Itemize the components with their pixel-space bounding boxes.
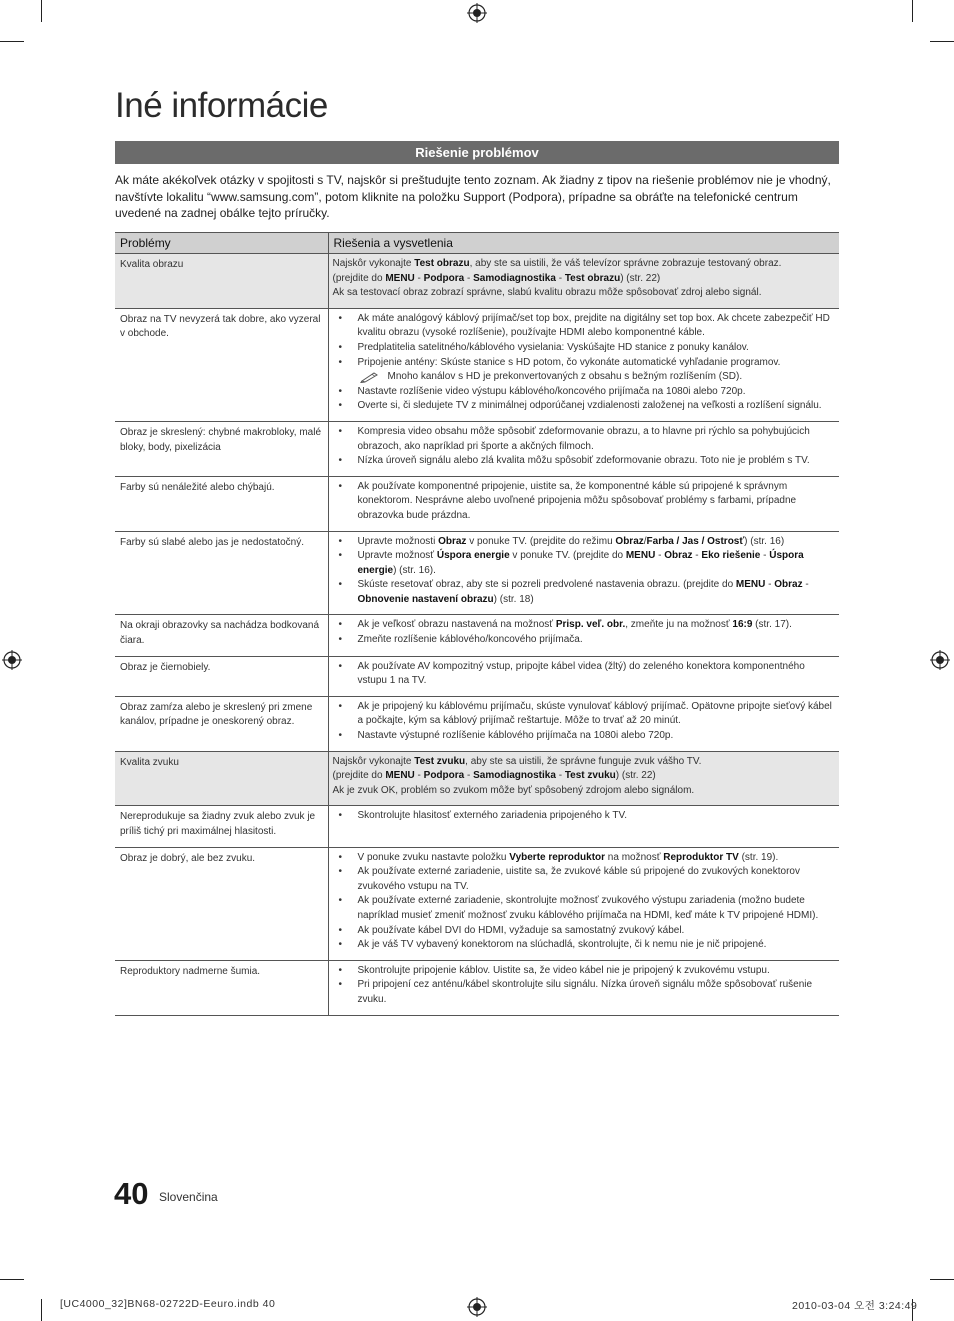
crop-mark (41, 1299, 42, 1321)
note-pencil-icon (360, 371, 380, 383)
registration-mark-icon (2, 650, 22, 670)
text-run: - (414, 770, 424, 782)
list-item (333, 578, 835, 607)
text-run: Nastavte výstupné rozlíšenie káblového prijímača na 1080i alebo 720p. (357, 730, 674, 742)
text-run: Ak máte analógový káblový prijímač/set top box, prejdite na digitálny set top box. Ak chcete zabezpečiť HD kvalitu obrazu (vysoké rozlíšenie), používajte HDMI alebo komponentné káble. (357, 312, 830, 339)
page-number: 40 (114, 1176, 149, 1211)
solution-list (333, 480, 835, 524)
crop-mark (0, 41, 24, 42)
text-run: Upravte možnosť (357, 550, 437, 562)
text-run: , aby ste sa uistili, že váš televízor správne zobrazuje testovaný obraz. (469, 258, 782, 269)
solution-line (333, 755, 835, 770)
list-item (333, 851, 835, 866)
text-run: Skontrolujte hlasitosť externého zariadenia pripojeného k TV. (357, 810, 627, 822)
text-run: (prejdite do (332, 770, 386, 782)
list-item (333, 312, 835, 341)
bold-term: MENU (385, 770, 415, 782)
text-run: Nastavte rozlíšenie video výstupu káblového/koncového prijímača na 1080i alebo 720p. (357, 385, 746, 397)
bold-term: Podpora (423, 272, 465, 284)
text-run: Ak je pripojený ku káblovému prijímaču, skúste vynulovať káblový prijímač. Opätovne pripojte sieťový kábel a počkajte, kým sa káblový prijímač reštartuje. Môže to trvať až 20 minút. (357, 700, 832, 727)
bold-term: MENU (735, 579, 766, 591)
bold-term: Úspora energie (357, 550, 804, 576)
text-run: Upravte možnosti (357, 535, 439, 547)
table-row (115, 531, 839, 615)
solution-line (333, 272, 835, 287)
table-row (115, 847, 839, 960)
text-run: - (692, 550, 702, 562)
table-row (115, 615, 839, 656)
text-run: Ak používate AV kompozitný vstup, pripojte kábel videa (žltý) do zeleného konektora komponentného vstupu 1 na TV. (357, 660, 805, 687)
solution-list (333, 809, 835, 824)
list-item (333, 618, 835, 633)
solution-cell (328, 847, 839, 960)
list-item (333, 660, 835, 689)
text-run: / (643, 535, 647, 547)
solution-cell (328, 656, 839, 696)
solution-cell (328, 308, 839, 421)
problem-cell: Nereprodukuje sa žiadny zvuk alebo zvuk je príliš tichý pri maximálnej hlasitosti. (115, 806, 328, 847)
problem-cell: Farby sú nenáležité alebo chýbajú. (115, 476, 328, 531)
text-run: - (655, 550, 665, 562)
text-run: Ak používate externé zariadenie, skontrolujte možnosť zvukového výstupu zariadenia (možno budete napríklad musieť zmeniť možnosť zvuku káblového prijímača na HDMI, keď máte k TV pripojené HDMI). (357, 895, 819, 921)
crop-mark (41, 0, 42, 22)
list-item (333, 425, 835, 454)
text-run: Skúste resetovať obraz, aby ste si pozreli predvolené nastavenia obrazu. (prejdite do (357, 579, 736, 591)
list-item (333, 964, 835, 979)
list-item (333, 480, 835, 524)
bold-term: Eko riešenie (701, 550, 761, 562)
text-run: Ak je veľkosť obrazu nastavená na možnosť (357, 619, 556, 631)
solution-cell (328, 751, 839, 806)
table-body (115, 254, 839, 1016)
solution-list (333, 618, 835, 647)
bold-term: MENU (625, 550, 656, 562)
text-run: V ponuke zvuku nastavte položku (357, 851, 510, 863)
table-row (115, 476, 839, 531)
text-run: Ak používate externé zariadenie, uistite sa, že zvukové káble sú pripojené do zvukových konektorov zvukového vstupu na TV. (357, 866, 800, 892)
column-header-problem: Problémy (115, 233, 328, 254)
solution-list (333, 425, 835, 469)
list-item (333, 894, 835, 923)
list-item (333, 399, 835, 414)
problem-cell: Na okraji obrazovky sa nachádza bodkovaná čiara. (115, 615, 328, 656)
bold-term: Test zvuku (564, 770, 616, 782)
text-run: Skontrolujte pripojenie káblov. Uistite sa, že video kábel nie je pripojený k zvukovému vstupu. (357, 964, 770, 976)
problem-cell: Obraz je čiernobiely. (115, 656, 328, 696)
list-item (333, 549, 835, 578)
problem-cell: Obraz na TV nevyzerá tak dobre, ako vyzeral v obchode. (115, 308, 328, 421)
bold-term: Podpora (423, 770, 465, 782)
text-run: v ponuke TV. (prejdite do režimu (466, 535, 616, 547)
text-run: na možnosť (605, 851, 664, 863)
solution-line (333, 257, 835, 272)
text-run: Ak používate kábel DVI do HDMI, vyžaduje sa samostatný zvukový kábel. (357, 924, 685, 936)
table-row (115, 421, 839, 476)
table-row (115, 960, 839, 1015)
text-run: ) (str. 22) (615, 770, 656, 782)
solution-cell (328, 421, 839, 476)
crop-mark (912, 0, 913, 22)
bold-term: Obraz (615, 535, 644, 547)
text-run: - (464, 272, 474, 284)
registration-mark-icon (467, 1297, 487, 1317)
bold-term: 16:9 (732, 619, 753, 631)
section-heading: Riešenie problémov (115, 141, 839, 164)
bold-term: Úspora energie (436, 550, 510, 562)
text-run: ) (str. 16). (393, 564, 436, 576)
text-run: - (765, 579, 775, 591)
bold-term: Reproduktor TV (663, 851, 739, 863)
bold-term: Vyberte reproduktor (509, 851, 606, 863)
text-run: - (414, 272, 424, 284)
solution-cell (328, 806, 839, 847)
bold-term: Test obrazu (564, 272, 621, 284)
bold-term: MENU (385, 272, 415, 284)
solution-list (333, 964, 835, 1008)
problem-cell: Obraz zamŕza alebo je skreslený pri zmene kanálov, prípadne je oneskorený obraz. (115, 696, 328, 751)
text-run: , aby ste sa uistili, že správne funguje zvuk vášho TV. (465, 755, 702, 767)
text-run: Overte si, či sledujete TV z minimálnej odporúčanej vzdialenosti založenej na veľkosti a rozlíšení signálu. (357, 400, 822, 412)
solution-cell (328, 615, 839, 656)
page-title: Iné informácie (115, 86, 328, 125)
bold-term: Farba / Jas / Ostrosť (646, 535, 745, 547)
footer-file: [UC4000_32]BN68-02722D-Eeuro.indb 40 (60, 1298, 276, 1310)
list-item (333, 535, 835, 550)
solution-list (333, 312, 835, 414)
text-run: Najskôr vykonajte (332, 755, 415, 767)
problem-cell: Kvalita zvuku (115, 751, 328, 806)
note-item (333, 370, 835, 385)
text-run: (str. 17). (752, 619, 792, 631)
solution-line (333, 286, 835, 301)
text-run: Kompresia video obsahu môže spôsobiť zdeformovanie obrazu, a to hlavne pri rýchlo sa pohybujúcich obrazoch, ako napríklad pri športe a akčných filmoch. (357, 425, 810, 452)
bold-term: Obnovenie nastavení obrazu (357, 593, 494, 605)
crop-mark (930, 1279, 954, 1280)
list-item (333, 809, 835, 824)
solution-list (333, 660, 835, 689)
solution-line (333, 784, 835, 799)
list-item (333, 865, 835, 894)
text-run: Ak je váš TV vybavený konektorom na slúchadlá, skontrolujte, či k nemu nie je nič pripojené. (357, 939, 767, 951)
solution-cell (328, 960, 839, 1015)
problem-cell: Reproduktory nadmerne šumia. (115, 960, 328, 1015)
solution-cell (328, 254, 839, 309)
list-item (333, 385, 835, 400)
text-run: - (464, 770, 474, 782)
text-run: ) (str. 18) (493, 593, 534, 605)
text-run: Nízka úroveň signálu alebo zlá kvalita môžu spôsobiť zdeformovanie obrazu. Toto nie je problém s TV. (357, 455, 810, 467)
bold-term: Obraz (664, 550, 693, 562)
column-header-solution: Riešenia a vysvetlenia (328, 233, 839, 254)
intro-paragraph: Ak máte akékoľvek otázky v spojitosti s TV, najskôr si preštudujte tento zoznam. Ak žiadny z tipov na riešenie problémov nie je vhodný, navštívte lokalitu “www.samsung.com”, potom kliknite na položku Support (Podpora), prípadne sa obráťte na telefonické centrum uvedené na zadnej obálke tejto príručky. (115, 173, 831, 220)
table-row (115, 308, 839, 421)
problem-cell: Farby sú slabé alebo jas je nedostatočný. (115, 531, 328, 615)
problem-cell: Kvalita obrazu (115, 254, 328, 309)
text-run: (str. 19). (738, 851, 779, 863)
solution-list (333, 535, 835, 608)
text-run: - (760, 550, 770, 562)
bold-term: Prisp. veľ. obr. (555, 619, 626, 631)
list-item (333, 978, 835, 1007)
list-item (333, 341, 835, 356)
solution-list (333, 851, 835, 953)
solution-line (333, 769, 835, 784)
registration-mark-icon (930, 650, 950, 670)
list-item (333, 356, 835, 371)
problem-cell: Obraz je skreslený: chybné makrobloky, malé bloky, body, pixelizácia (115, 421, 328, 476)
solution-list (333, 700, 835, 744)
troubleshooting-table (115, 232, 839, 1016)
crop-mark (0, 1279, 24, 1280)
list-item (333, 454, 835, 469)
footer-timestamp: 2010-03-04 오전 3:24:49 (792, 1300, 918, 1312)
text-run: , zmeňte ju na možnosť (625, 619, 733, 631)
list-item (333, 924, 835, 939)
text-run: Predplatitelia satelitného/káblového vysielania: Vyskúšajte HD stanice z ponuky kanálov. (357, 341, 749, 353)
text-run: Pripojenie antény: Skúste stanice s HD potom, čo vykonáte automatické vyhľadanie programov. (357, 356, 781, 368)
table-row (115, 806, 839, 847)
crop-mark (930, 41, 954, 42)
text-run: Pri pripojení cez anténu/kábel skontrolujte silu signálu. Nízka úroveň signálu môže spôsobovať rušenie zvuku. (357, 979, 813, 1005)
list-item (333, 729, 835, 744)
text-run: - (802, 579, 809, 591)
text-run: - (555, 272, 565, 284)
bold-term: Obraz (774, 579, 803, 591)
solution-cell (328, 531, 839, 615)
solution-cell (328, 696, 839, 751)
table-row (115, 696, 839, 751)
text-run: Ak je zvuk OK, problém so zvukom môže byť spôsobený zdrojom alebo signálom. (332, 784, 695, 796)
list-item (333, 700, 835, 729)
text-run: Ak sa testovací obraz zobrazí správne, slabú kvalitu obrazu môže spôsobovať zdroj alebo signál. (332, 287, 762, 299)
table-row (115, 751, 839, 806)
table-row (115, 656, 839, 696)
table-row (115, 254, 839, 309)
text-run: Najskôr vykonajte (332, 258, 415, 269)
registration-mark-icon (467, 3, 487, 23)
text-run: ) (str. 16) (744, 535, 785, 547)
bold-term: Obraz (438, 535, 467, 547)
text-run: v ponuke TV. (prejdite do (509, 550, 626, 562)
text-run: - (555, 770, 565, 782)
bold-term: Test obrazu (414, 258, 470, 269)
list-item (333, 938, 835, 953)
page-language: Slovenčina (159, 1190, 218, 1204)
text-run: (prejdite do (332, 272, 386, 284)
list-item (333, 633, 835, 648)
text-run: Zmeňte rozlíšenie káblového/koncového prijímača. (357, 634, 583, 646)
bold-term: Samodiagnostika (473, 272, 556, 284)
text-run: Ak používate komponentné pripojenie, uistite sa, že komponentné káble sú pripojené k správnym konektorom. Nesprávne alebo uvoľnené pripojenia môžu spôsobovať problémy s farbami, prípadne obrazovka bude prázdna. (357, 480, 797, 521)
text-run: Mnoho kanálov s HD je prekonvertovaných z obsahu s bežným rozlíšením (SD). (387, 371, 743, 383)
bold-term: Samodiagnostika (473, 770, 556, 782)
problem-cell: Obraz je dobrý, ale bez zvuku. (115, 847, 328, 960)
solution-cell (328, 476, 839, 531)
bold-term: Test zvuku (414, 755, 466, 767)
text-run: ) (str. 22) (620, 272, 661, 284)
table-header-row (115, 233, 839, 254)
